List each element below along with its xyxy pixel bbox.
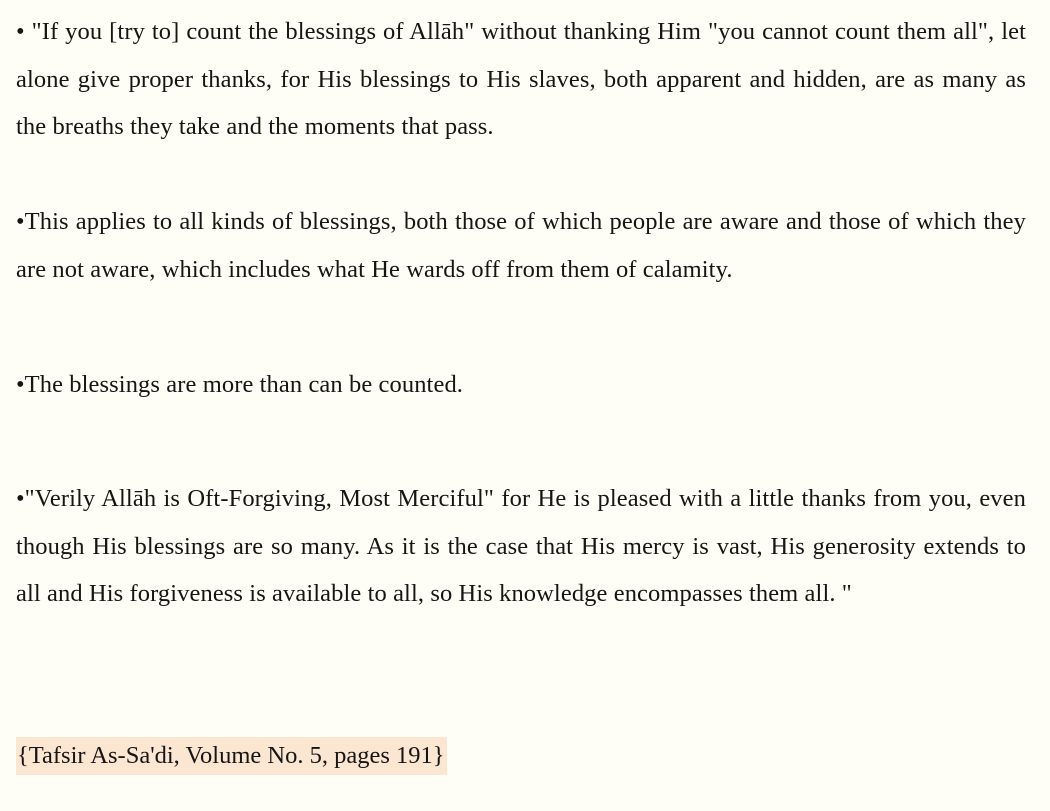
- paragraph-more-than-counted: •The blessings are more than can be counted.: [16, 371, 464, 398]
- paragraph-blessings-count: • "If you [try to] count the blessings of Allāh" without thanking Him "you cannot count them all", let alone give proper thanks, for His blessings to His slaves, both apparent and hidden, are as many as the breaths they take and the moments that pass.: [16, 18, 1026, 140]
- paragraph-all-kinds-of-blessings: •This applies to all kinds of blessings, both those of which people are aware and those of which they are not aware, which includes what He wards off from them of calamity.: [16, 208, 1026, 283]
- citation-highlighted: {Tafsir As-Sa'di, Volume No. 5, pages 191}: [16, 737, 447, 775]
- paragraph-oft-forgiving: •"Verily Allāh is Oft-Forgiving, Most Merciful" for He is pleased with a little thanks from you, even though His blessings are so many. As it is the case that His mercy is vast, His generosity extends to all and His forgiveness is available to all, so His knowledge encompasses them all. ": [16, 485, 1026, 607]
